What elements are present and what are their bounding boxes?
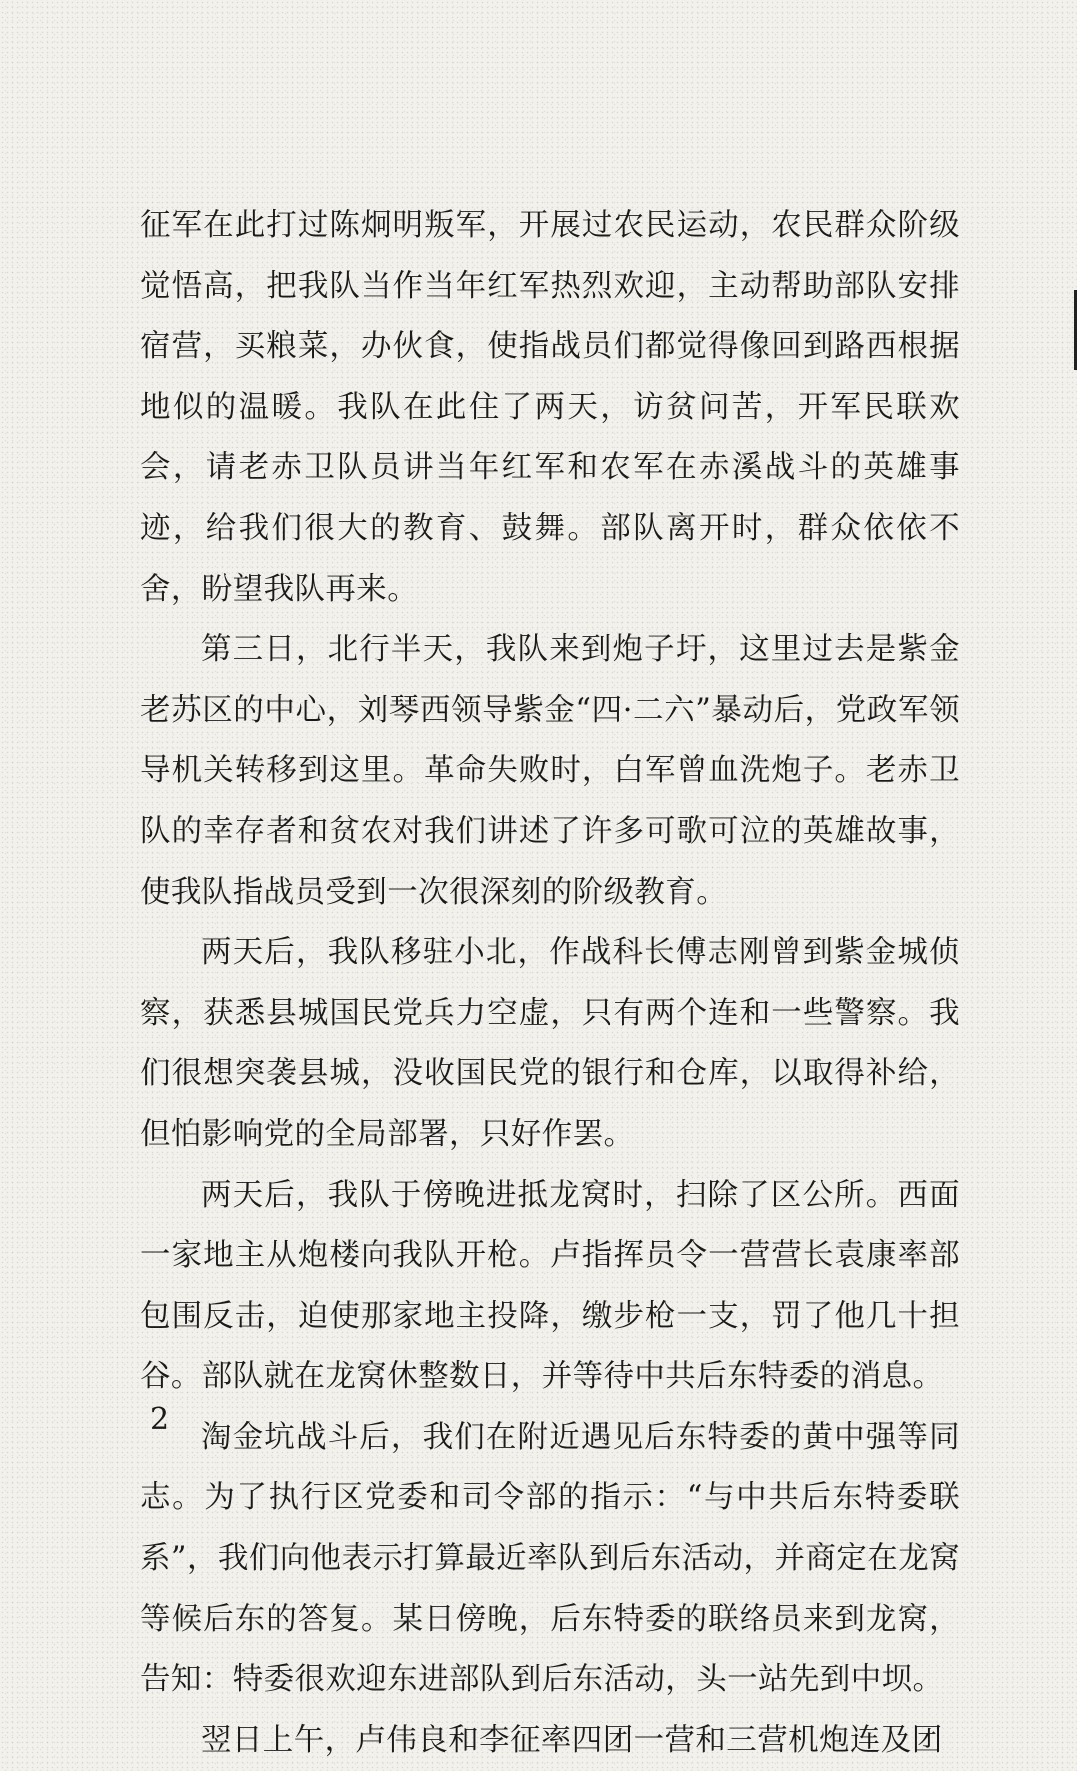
paragraph-5: 淘金坑战斗后，我们在附近遇见后东特委的黄中强等同志。为了执行区党委和司令部的指示：“与中共后东特委联系”，我们向他表示打算最近率队到后东活动，并商定在龙窝等候后东的答复。某日傍晚，后东特委的联络员来到龙窝，告知：特委很欢迎东进部队到后东活动，头一站先到中坝。 [140, 1419, 960, 1698]
paragraph-2: 第三日，北行半天，我队来到炮子圩，这里过去是紫金老苏区的中心，刘琴西领导紫金“四·二六”暴动后，党政军领导机关转移到这里。革命失败时，白军曾血洗炮子。老赤卫队的幸存者和贫农对我们讲述了许多可歌可泣的英雄故事，使我队指战员受到一次很深刻的阶级教育。 [140, 632, 960, 910]
paragraph-4: 两天后，我队于傍晚进抵龙窝时，扫除了区公所。西面一家地主从炮楼向我队开枪。卢指挥员令一营营长袁康率部包围反击，迫使那家地主投降，缴步枪一支，罚了他几十担谷。部队就在龙窝休整数日，并等待中共后东特委的消息。 [140, 1177, 960, 1395]
paragraph-3: 两天后，我队移驻小北，作战科长傅志刚曾到紫金城侦察，获悉县城国民党兵力空虚，只有两个连和一些警察。我们很想突袭县城，没收国民党的银行和仓库，以取得补给，但怕影响党的全局部署，只好作罢。 [140, 935, 960, 1152]
page-number: 2 [150, 1402, 170, 1437]
paragraph-1: 征军在此打过陈炯明叛军，开展过农民运动，农民群众阶级觉悟高，把我队当作当年红军热烈欢迎，主动帮助部队安排宿营，买粮菜，办伙食，使指战员们都觉得像回到路西根据地似的温暖。我队在此住了两天，访贫问苦，开军民联欢会，请老赤卫队员讲当年红军和农军在赤溪战斗的英雄事迹，给我们很大的教育、鼓舞。部队离开时，群众依依不舍，盼望我队再来。 [140, 208, 960, 607]
body-text [140, 196, 960, 1771]
paragraph-6: 翌日上午，卢伟良和李征率四团一营和三营机炮连及团 [201, 1722, 943, 1758]
